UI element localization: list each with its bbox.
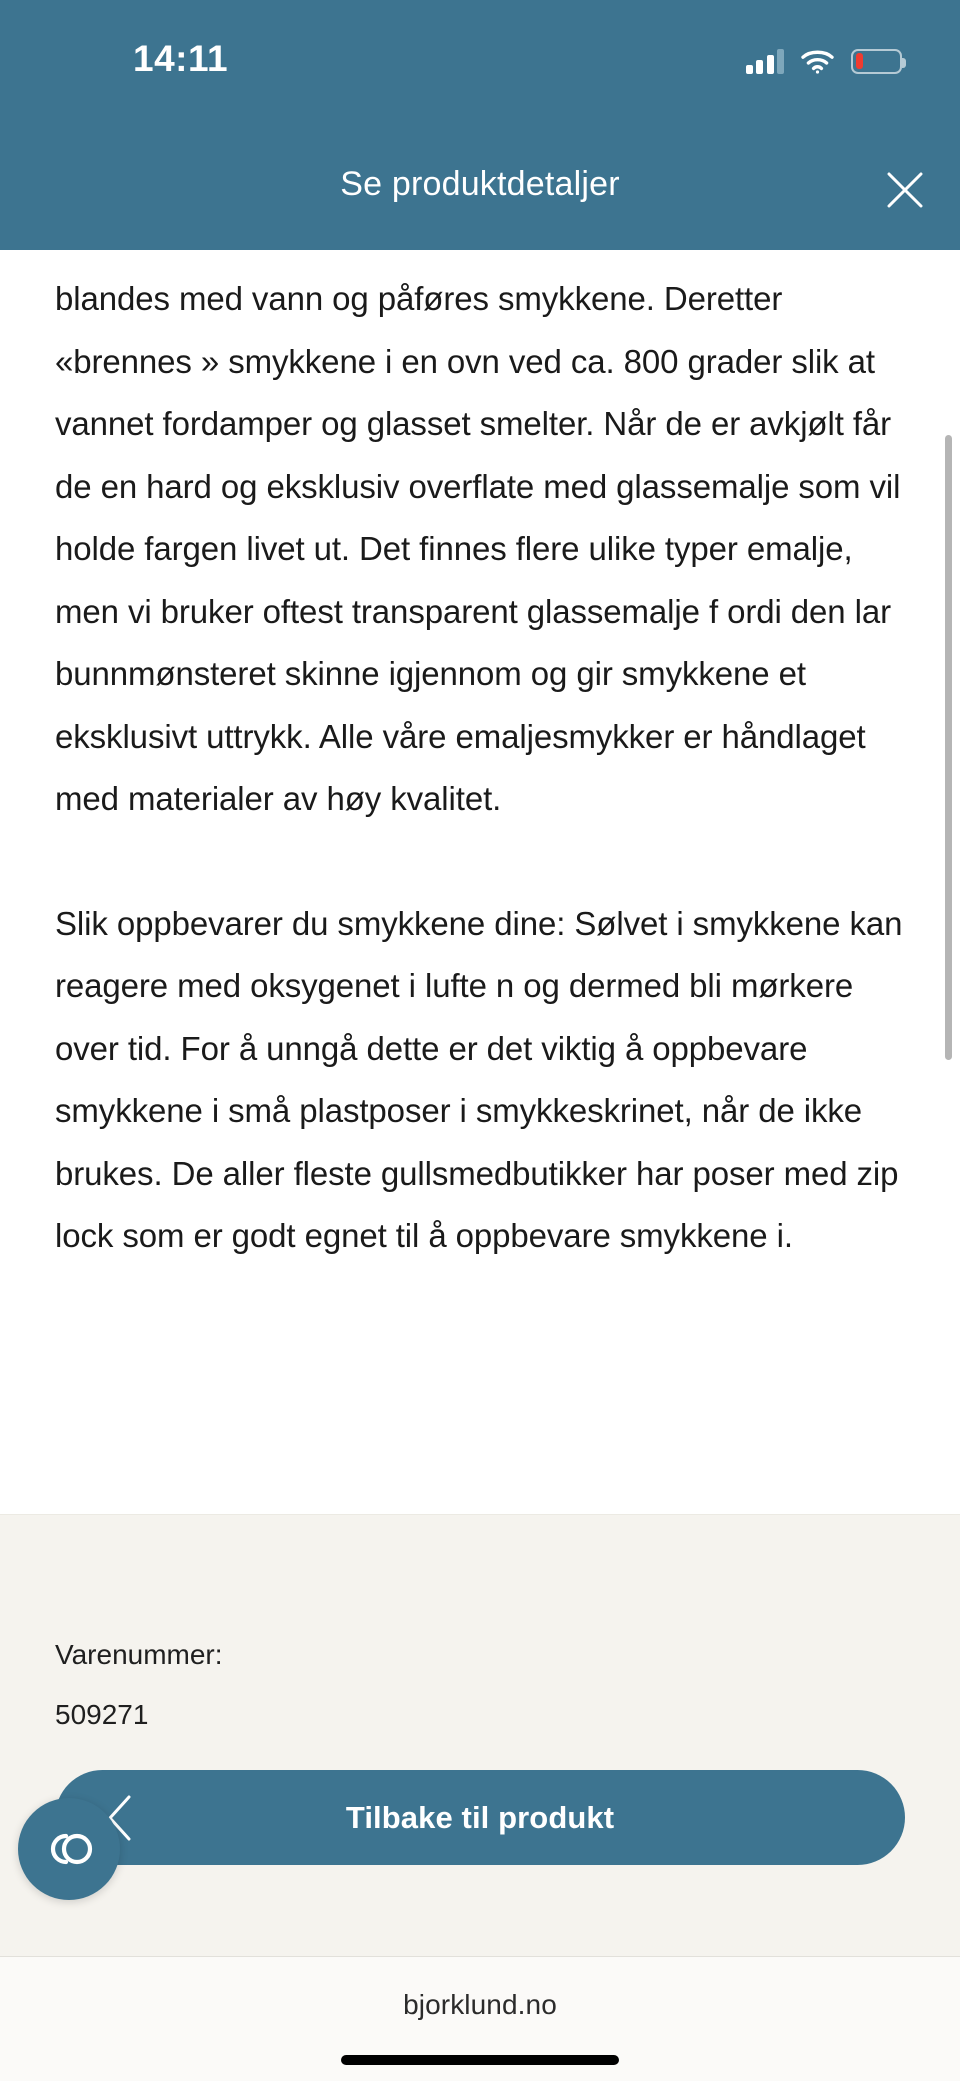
status-bar-time: 14:11 (133, 38, 229, 79)
battery-low-icon (851, 49, 902, 74)
status-bar-icons (746, 44, 903, 78)
back-to-product-label: Tilbake til produkt (345, 1799, 615, 1835)
bottom-panel (0, 1514, 960, 1956)
back-to-product-button[interactable] (55, 1770, 905, 1865)
signal-bars-icon (746, 49, 785, 74)
wifi-icon (801, 49, 834, 74)
product-details-article (0, 250, 960, 1268)
page-title: Se produktdetaljer (340, 164, 620, 203)
status-bar (0, 0, 960, 118)
home-indicator[interactable] (341, 2055, 619, 2065)
cookie-consent-toggle-icon (39, 1832, 99, 1866)
vertical-scrollbar[interactable] (945, 435, 952, 1060)
browser-footer (0, 1956, 960, 2081)
paragraph-manufacturing: blandes med vann og påføres smykkene. Deretter «brennes » smykkene i en ovn ved ca. 800 grader slik at vannet fordamper og glasset smelter. Når de er avkjølt får de en hard og eksklusiv overflate med glassemalje som vil holde fargen livet ut. Det finnes flere ulike typer emalje, men vi bruker oftest transparent glassemalje f ordi den lar bunnmønsteret skinne igjennom og gir smykkene et eksklusivt uttrykk. Alle våre emaljesmykker er håndlaget med materialer av høy kvalitet. (55, 280, 901, 817)
varenummer-label: Varenummer: (55, 1639, 223, 1670)
close-icon (883, 168, 927, 212)
site-url-label[interactable]: bjorklund.no (403, 1989, 557, 2020)
paragraph-storage: Slik oppbevarer du smykkene dine: Sølvet i smykkene kan reagere med oksygenet i lufte n og dermed bli mørkere over tid. For å unngå dette er det viktig å oppbevare smykkene i små plastposer i smykkeskrinet, når de ikke brukes. De aller fleste gullsmedbutikker har poser med zip lock som er godt egnet til å oppbevare smykkene i. (55, 904, 903, 1254)
cookie-consent-button[interactable] (18, 1798, 120, 1900)
modal-header (0, 118, 960, 250)
scrollable-content[interactable] (0, 250, 960, 1514)
close-button[interactable] (875, 160, 935, 220)
varenummer-value: 509271 (55, 1699, 149, 1730)
